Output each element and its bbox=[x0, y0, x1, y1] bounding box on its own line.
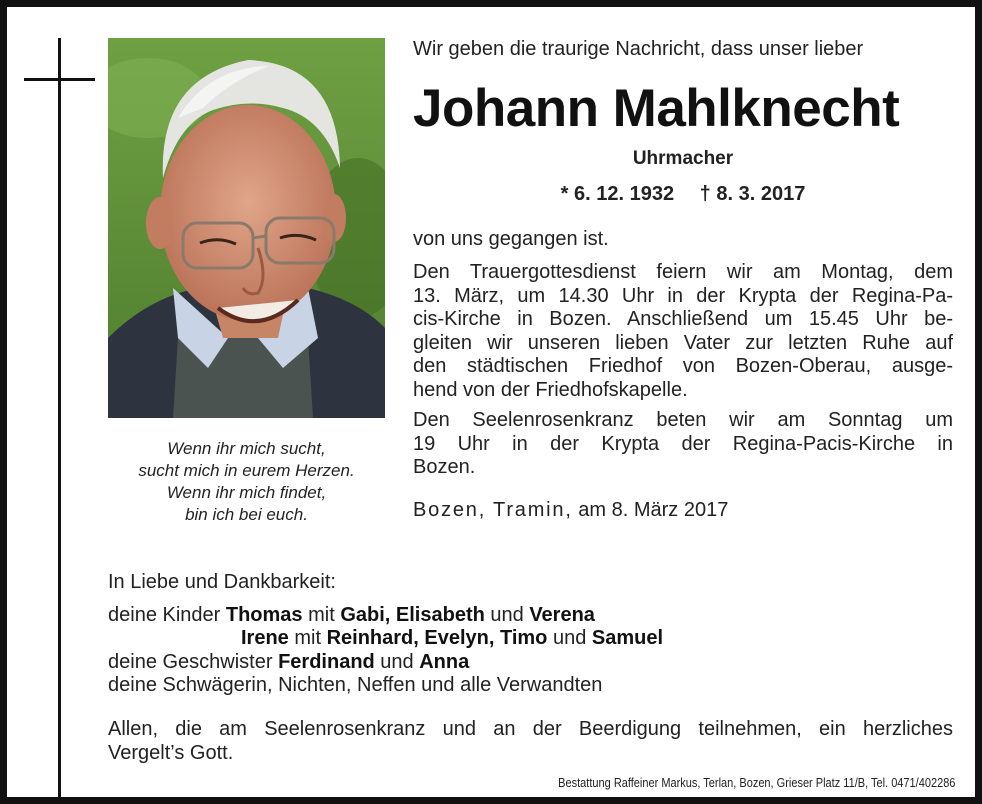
connector: und bbox=[484, 603, 530, 626]
grandchild-name: Samuel bbox=[591, 627, 664, 649]
children-prefix: deine Kinder bbox=[108, 603, 226, 626]
connector: mit bbox=[288, 627, 327, 649]
thanks-line: Vergelt’s Gott. bbox=[108, 741, 234, 764]
funeral-home-info: Bestattung Raffeiner Markus, Terlan, Bozen, Grieser Platz 11/B, Tel. 0471/402286 bbox=[557, 776, 955, 790]
birth-date: * 6. 12. 1932 bbox=[560, 183, 675, 205]
connector: mit bbox=[302, 603, 341, 626]
death-date: † 8. 3. 2017 bbox=[699, 183, 806, 205]
rosary-line: Bozen. bbox=[413, 456, 476, 478]
service-line: 13. März, um 14.30 Uhr in der Krypta der Regina-Pa- bbox=[413, 284, 953, 307]
intro-text: Wir geben die traurige Nachricht, dass unser lieber bbox=[413, 38, 864, 60]
child-name: Thomas bbox=[225, 603, 303, 626]
life-dates bbox=[413, 183, 953, 206]
place-date bbox=[413, 499, 728, 522]
verse-line: bin ich bei euch. bbox=[185, 505, 308, 524]
profession: Uhrmacher bbox=[632, 148, 734, 169]
cross-icon-vertical bbox=[58, 38, 61, 798]
departed-text bbox=[413, 228, 953, 252]
memorial-verse bbox=[108, 438, 385, 526]
portrait-photo bbox=[108, 38, 385, 418]
service-line: Den Trauergottesdienst feiern wir am Montag, dem bbox=[413, 261, 953, 283]
departed-line: von uns gegangen ist. bbox=[413, 228, 609, 250]
grandchild-names: Reinhard, Evelyn, Timo bbox=[326, 627, 548, 649]
connector: und bbox=[547, 627, 592, 649]
place-names: Bozen, Tramin, bbox=[413, 499, 573, 521]
service-line: hend von der Friedhofskapelle. bbox=[413, 378, 688, 401]
child-name: Gabi, Elisabeth bbox=[340, 603, 485, 626]
notice-date: am 8. März 2017 bbox=[572, 499, 729, 521]
child-name: Verena bbox=[529, 603, 595, 626]
children-row-1 bbox=[108, 604, 953, 628]
verse-line: Wenn ihr mich findet, bbox=[166, 483, 327, 502]
connector: und bbox=[374, 650, 420, 673]
deceased-name: Johann Mahlknecht bbox=[413, 79, 900, 138]
service-line: den städtischen Friedhof von Bozen-Oberau, ausge- bbox=[413, 355, 953, 377]
verse-line: Wenn ihr mich sucht, bbox=[167, 439, 326, 458]
family-list bbox=[108, 571, 953, 698]
children-row-2 bbox=[108, 627, 953, 651]
rosary-line: 19 Uhr in der Krypta der Regina-Pacis-Kirche in bbox=[413, 432, 953, 455]
rosary-line: Den Seelenrosenkranz beten wir am Sonntag um bbox=[413, 409, 953, 431]
verse-line: sucht mich in eurem Herzen. bbox=[138, 461, 355, 480]
relatives-row: deine Schwägerin, Nichten, Neffen und alle Verwandten bbox=[108, 674, 603, 696]
thanks-line: Allen, die am Seelenrosenkranz und an der Beerdigung teilnehmen, ein herzliches bbox=[108, 718, 953, 740]
service-line: gleiten wir unseren lieben Vater zur letzten Ruhe auf bbox=[413, 331, 953, 354]
service-line: cis-Kirche in Bozen. Anschließend um 15.45 Uhr be- bbox=[413, 308, 953, 330]
siblings-row bbox=[108, 651, 953, 675]
child-name: Irene bbox=[241, 627, 289, 649]
cross-icon-horizontal bbox=[24, 78, 95, 81]
thanks-paragraph bbox=[108, 718, 953, 765]
siblings-prefix: deine Geschwister bbox=[108, 650, 279, 673]
sibling-name: Anna bbox=[419, 650, 470, 673]
rosary-paragraph bbox=[413, 409, 953, 480]
sibling-name: Ferdinand bbox=[278, 650, 375, 673]
family-heading: In Liebe und Dankbarkeit: bbox=[108, 571, 336, 593]
service-paragraph bbox=[413, 261, 953, 402]
